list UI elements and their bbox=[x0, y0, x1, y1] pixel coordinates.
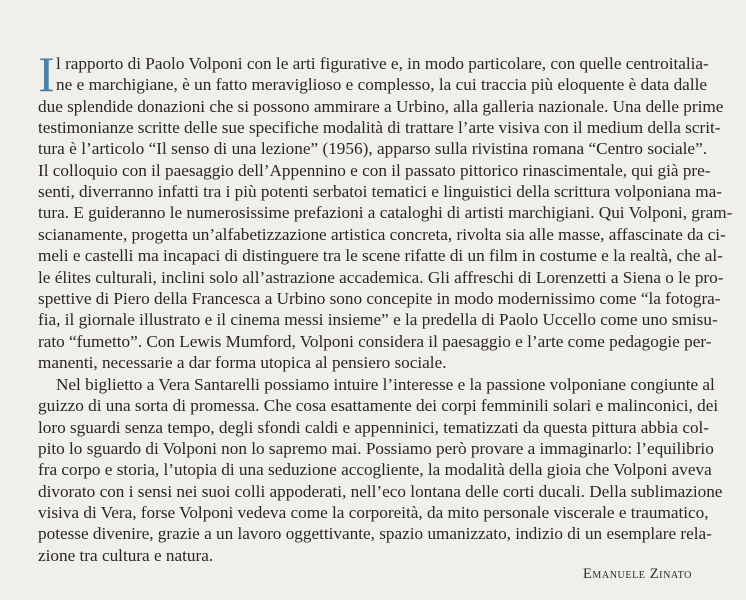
text-line: scianamente, progetta un’alfabetizzazione artistica concreta, rivolta sia alle masse, affascinate da ci- bbox=[38, 224, 726, 244]
text-line: le élites culturali, inclini solo all’astrazione accademica. Gli affreschi di Lorenzetti a Siena o le pro- bbox=[38, 267, 724, 287]
text-line: rato “fumetto”. Con Lewis Mumford, Volponi considera il paesaggio e l’arte come pedagogie per- bbox=[38, 331, 712, 351]
text-line: guizzo di una sorta di promessa. Che cosa esattamente dei corpi femminili solari e malinconici, dei bbox=[38, 396, 719, 416]
text-line: meli e castelli ma incapaci di distinguere tra le scene rifatte di un film in costume e la realtà, che al- bbox=[38, 246, 723, 266]
text-line: senti, diverranno infatti tra i più potenti serbatoi tematici e linguistici della scrittura volponiana ma- bbox=[38, 182, 722, 202]
text-line: pito lo sguardo di Volponi non lo sapremo mai. Possiamo però provare a immaginarlo: l’equilibrio bbox=[38, 439, 714, 459]
text-line: fra corpo e storia, l’utopia di una seduzione accogliente, la modalità della gioia che Volponi aveva bbox=[38, 460, 712, 480]
text-line: ne e marchigiane, è un fatto meraviglioso e complesso, la cui traccia più eloquente è data dalle bbox=[56, 75, 707, 95]
text-line: l rapporto di Paolo Volponi con le arti figurative e, in modo particolare, con quelle centroitalia- bbox=[56, 54, 709, 73]
text-line: spettive di Piero della Francesca a Urbino sono concepite in modo modernissimo come “la fotogra- bbox=[38, 288, 721, 308]
text-line: loro sguardi senza tempo, degli sfondi caldi e appenninici, tematizzati da questa pittura abbia col- bbox=[38, 417, 710, 437]
text-line: tura. E guideranno le numerosissime prefazioni a cataloghi di artisti marchigiani. Qui Volponi, gram- bbox=[38, 203, 733, 223]
author-signature: Emanuele Zinato bbox=[582, 566, 692, 582]
text-line: fia, il giornale illustrato e il cinema messi insieme” e la predella di Paolo Uccello come uno smisu- bbox=[38, 310, 718, 330]
text-line: manenti, necessarie a dar forma utopica al pensiero sociale. bbox=[38, 352, 447, 372]
text-line: due splendide donazioni che si possono ammirare a Urbino, alla galleria nazionale. Una delle prime bbox=[38, 96, 724, 116]
text-line: zione tra cultura e natura. bbox=[38, 545, 214, 565]
drop-cap: I bbox=[38, 46, 55, 102]
text-line: Il colloquio con il paesaggio dell’Appennino e con il passato pittorico rinascimentale, qui già pre- bbox=[38, 160, 711, 180]
text-line: tura è l’articolo “Il senso di una lezione” (1956), apparso sulla rivistina romana “Centro sociale”. bbox=[38, 139, 707, 159]
text-line: testimonianze scritte delle sue specifiche modalità di trattare l’arte visiva con il medium della scrit- bbox=[38, 118, 721, 138]
text-line: divorato con i sensi nei suoi colli appoderati, nell’eco lontana delle corti ducali. Della sublimazione bbox=[38, 481, 723, 501]
text-line: potesse divenire, grazie a un lavoro oggettivante, spazio umanizzato, indizio di un esemplare rela- bbox=[38, 524, 712, 544]
text-line: visiva di Vera, forse Volponi vedeva come la corporeità, da mito personale viscerale e traumatico, bbox=[38, 503, 709, 523]
text-line: Nel biglietto a Vera Santarelli possiamo intuire l’interesse e la passione volponiane congiunte al bbox=[56, 375, 715, 394]
